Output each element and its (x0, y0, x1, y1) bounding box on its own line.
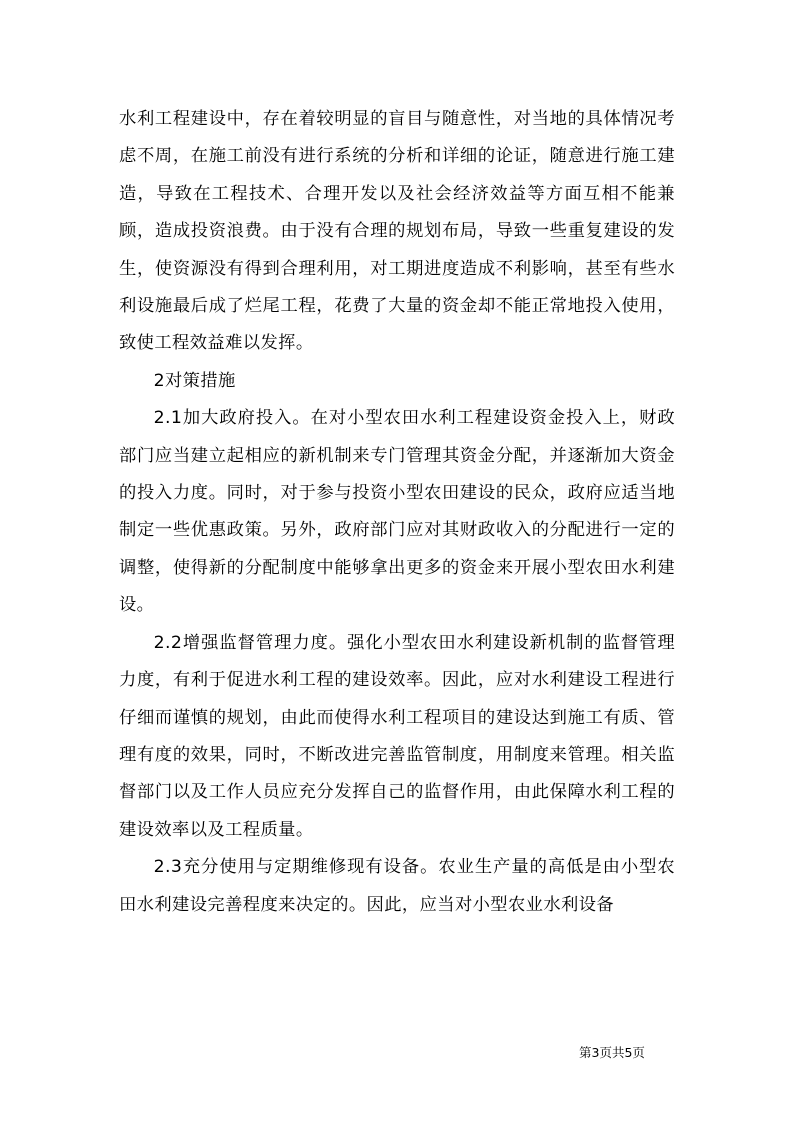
document-body (119, 101, 675, 924)
section-heading: 2对策措施 (153, 370, 236, 391)
paragraph-2-1: 2.1加大政府投入。在对小型农田水利工程建设资金投入上，财政部门应当建立起相应的新机制来专门管理其资金分配，并逐渐加大资金的投入力度。同时，对于参与投资小型农田建设的民众，政府应适当地制定一些优惠政策。另外，政府部门应对其财政收入的分配进行一定的调整，使得新的分配制度中能够拿出更多的资金来开展小型农田水利建设。 (119, 408, 675, 616)
paragraph-continued: 水利工程建设中，存在着较明显的盲目与随意性，对当地的具体情况考虑不周，在施工前没有进行系统的分析和详细的论证，随意进行施工建造，导致在工程技术、合理开发以及社会经济效益等方面互相不能兼顾，造成投资浪费。由于没有合理的规划布局，导致一些重复建设的发生，使资源没有得到合理利用，对工期进度造成不利影响，甚至有些水利设施最后成了烂尾工程，花费了大量的资金却不能正常地投入使用，致使工程效益难以发挥。 (119, 109, 675, 354)
paragraph-2-2: 2.2增强监督管理力度。强化小型农田水利建设新机制的监督管理力度，有利于促进水利工程的建设效率。因此，应对水利建设工程进行仔细而谨慎的规划，由此而使得水利工程项目的建设达到施工有质、管理有度的效果，同时，不断改进完善监管制度，用制度来管理。相关监督部门以及工作人员应充分发挥自己的监督作用，由此保障水利工程的建设效率以及工程质量。 (119, 632, 675, 840)
paragraph-2-3: 2.3充分使用与定期维修现有设备。农业生产量的高低是由小型农田水利建设完善程度来决定的。因此，应当对小型农业水利设备 (119, 857, 675, 915)
page-number-footer: 第3页共5页 (579, 1045, 645, 1060)
